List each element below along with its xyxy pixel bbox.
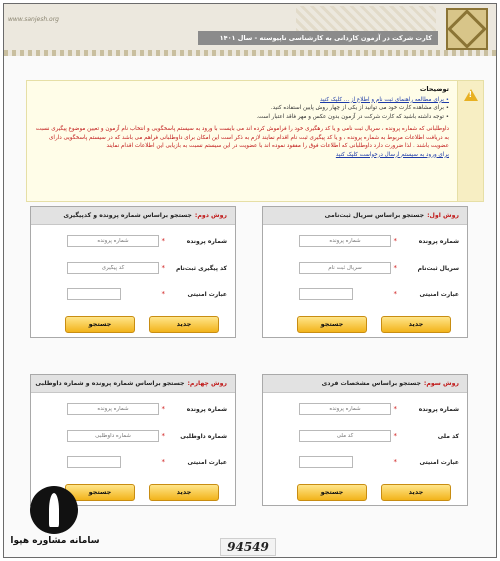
- required-icon: *: [393, 264, 397, 272]
- field-label: شماره پرونده: [418, 237, 459, 245]
- national-code-input[interactable]: [299, 430, 391, 442]
- panel-header: [263, 375, 467, 393]
- required-icon: *: [161, 237, 165, 245]
- panel-header: [31, 375, 235, 393]
- panel-method: روش چهارم:: [187, 380, 227, 387]
- field-label: عبارت امنیتی: [419, 290, 459, 298]
- field-label: کد ملی: [437, 432, 459, 440]
- captcha-input[interactable]: [67, 288, 121, 300]
- panel-method-1: [262, 206, 468, 338]
- header-pattern: [296, 6, 436, 32]
- header-stripe: [4, 50, 496, 56]
- notice-strip: [457, 81, 483, 201]
- notice-title: توضیحات: [419, 85, 449, 93]
- search-button[interactable]: جستجو: [65, 484, 135, 501]
- required-icon: *: [161, 290, 165, 298]
- header: [4, 4, 496, 56]
- brand-name: سامانه مشاوره هپوا: [10, 536, 100, 546]
- file-number-input[interactable]: [67, 235, 159, 247]
- panel-header: [263, 207, 467, 225]
- file-number-input[interactable]: [67, 403, 159, 415]
- form-row: [299, 455, 459, 469]
- captcha-input[interactable]: [299, 456, 353, 468]
- new-button[interactable]: جدید: [381, 316, 451, 333]
- form-row: [299, 261, 459, 275]
- field-label: شماره پرونده: [186, 405, 227, 413]
- warning-icon: [464, 89, 478, 101]
- form-row: [67, 287, 227, 301]
- field-label: شماره پرونده: [186, 237, 227, 245]
- required-icon: *: [161, 405, 165, 413]
- search-button[interactable]: جستجو: [297, 484, 367, 501]
- field-label: عبارت امنیتی: [187, 290, 227, 298]
- notice-body: [35, 85, 449, 159]
- panel-method-2: [30, 206, 236, 338]
- required-icon: *: [393, 405, 397, 413]
- notice-warning-text: داوطلبانی که شماره پرونده ، سریال ثبت نامی و یا کد رهگیری خود را فراموش کرده اند می بایست با ورود به سیستم پاسخگویی و انتخاب نام آزمون و تعیین موضوع پیگیری نسبت به دریافت اطلاعات مربوط به شماره پرونده ، و یا کد پیگیری ثبت نام اقدام نمایند لازم به ذکر است این امکان برای داوطلبانی فراهم می باشد که در سیستم پاسخگویی دارای عضویت باشند . لذا ضرورت دارد داوطلبانی که اطلاعات فوق را مفقود نموده اند با عضویت در این سیستم نسبت به بازیابی این اطلاعات اقدام نمایند: [35, 126, 449, 149]
- form-row: [299, 287, 459, 301]
- required-icon: *: [161, 264, 165, 272]
- panel-title: جستجو براساس شماره پرونده و کدپیگیری: [63, 212, 192, 219]
- captcha-image: 94549: [220, 538, 276, 556]
- required-icon: *: [393, 237, 397, 245]
- field-label: سریال ثبت‌نام: [417, 264, 459, 272]
- captcha-input[interactable]: [299, 288, 353, 300]
- pen-logo-icon: [30, 486, 78, 534]
- guide-link[interactable]: • برای مطالعه راهنمای ثبت نام و اطلاع از ... کلیک کنید: [35, 96, 449, 105]
- panel-title: جستجو براساس سریال ثبت‌نامی: [324, 212, 425, 219]
- tracking-code-input[interactable]: [67, 262, 159, 274]
- captcha-input[interactable]: [67, 456, 121, 468]
- candidate-number-input[interactable]: [67, 430, 159, 442]
- required-icon: *: [393, 290, 397, 298]
- support-system-link[interactable]: برای ورود به سیستم ارسال درخواست کلیک کنید: [335, 151, 449, 158]
- form-row: [299, 402, 459, 416]
- panel-method: روش دوم:: [194, 212, 227, 219]
- notice-line: • توجه داشته باشید که کارت شرکت در آزمون بدون عکس و مهر فاقد اعتبار است.: [35, 113, 449, 122]
- search-button[interactable]: جستجو: [297, 316, 367, 333]
- form-row: [67, 455, 227, 469]
- registration-serial-input[interactable]: [299, 262, 391, 274]
- panel-title: جستجو براساس شماره پرونده و شماره داوطلبی: [35, 380, 185, 387]
- panel-header: [31, 207, 235, 225]
- required-icon: *: [161, 458, 165, 466]
- panel-title: جستجو براساس مشخصات فردی: [321, 380, 421, 387]
- panel-method-3: [262, 374, 468, 506]
- new-button[interactable]: جدید: [381, 484, 451, 501]
- field-label: کد پیگیری ثبت‌نام: [176, 264, 227, 272]
- required-icon: *: [393, 432, 397, 440]
- new-button[interactable]: جدید: [149, 316, 219, 333]
- notice-box: [26, 80, 484, 202]
- search-button[interactable]: جستجو: [65, 316, 135, 333]
- field-label: شماره داوطلبی: [180, 432, 227, 440]
- field-label: عبارت امنیتی: [419, 458, 459, 466]
- required-icon: *: [161, 432, 165, 440]
- panel-method: روش سوم:: [423, 380, 459, 387]
- brand-watermark: [10, 484, 100, 558]
- form-row: [67, 402, 227, 416]
- field-label: عبارت امنیتی: [187, 458, 227, 466]
- notice-line: • برای مشاهده کارت خود می توانید از یکی از چهار روش پایین استفاده کنید.: [35, 104, 449, 113]
- form-row: [67, 261, 227, 275]
- site-url: www.sanjesh.org: [8, 16, 59, 23]
- panel-method: روش اول:: [427, 212, 459, 219]
- required-icon: *: [393, 458, 397, 466]
- field-label: شماره پرونده: [418, 405, 459, 413]
- file-number-input[interactable]: [299, 235, 391, 247]
- new-button[interactable]: جدید: [149, 484, 219, 501]
- form-row: [67, 429, 227, 443]
- file-number-input[interactable]: [299, 403, 391, 415]
- form-row: [299, 234, 459, 248]
- page-title: کارت شرکت در آزمون کاردانی به کارشناسی ناپیوسته - سال ۱۴۰۱: [198, 31, 438, 45]
- sanjesh-logo-icon: [446, 8, 488, 50]
- page-frame: [3, 3, 497, 558]
- form-row: [299, 429, 459, 443]
- form-row: [67, 234, 227, 248]
